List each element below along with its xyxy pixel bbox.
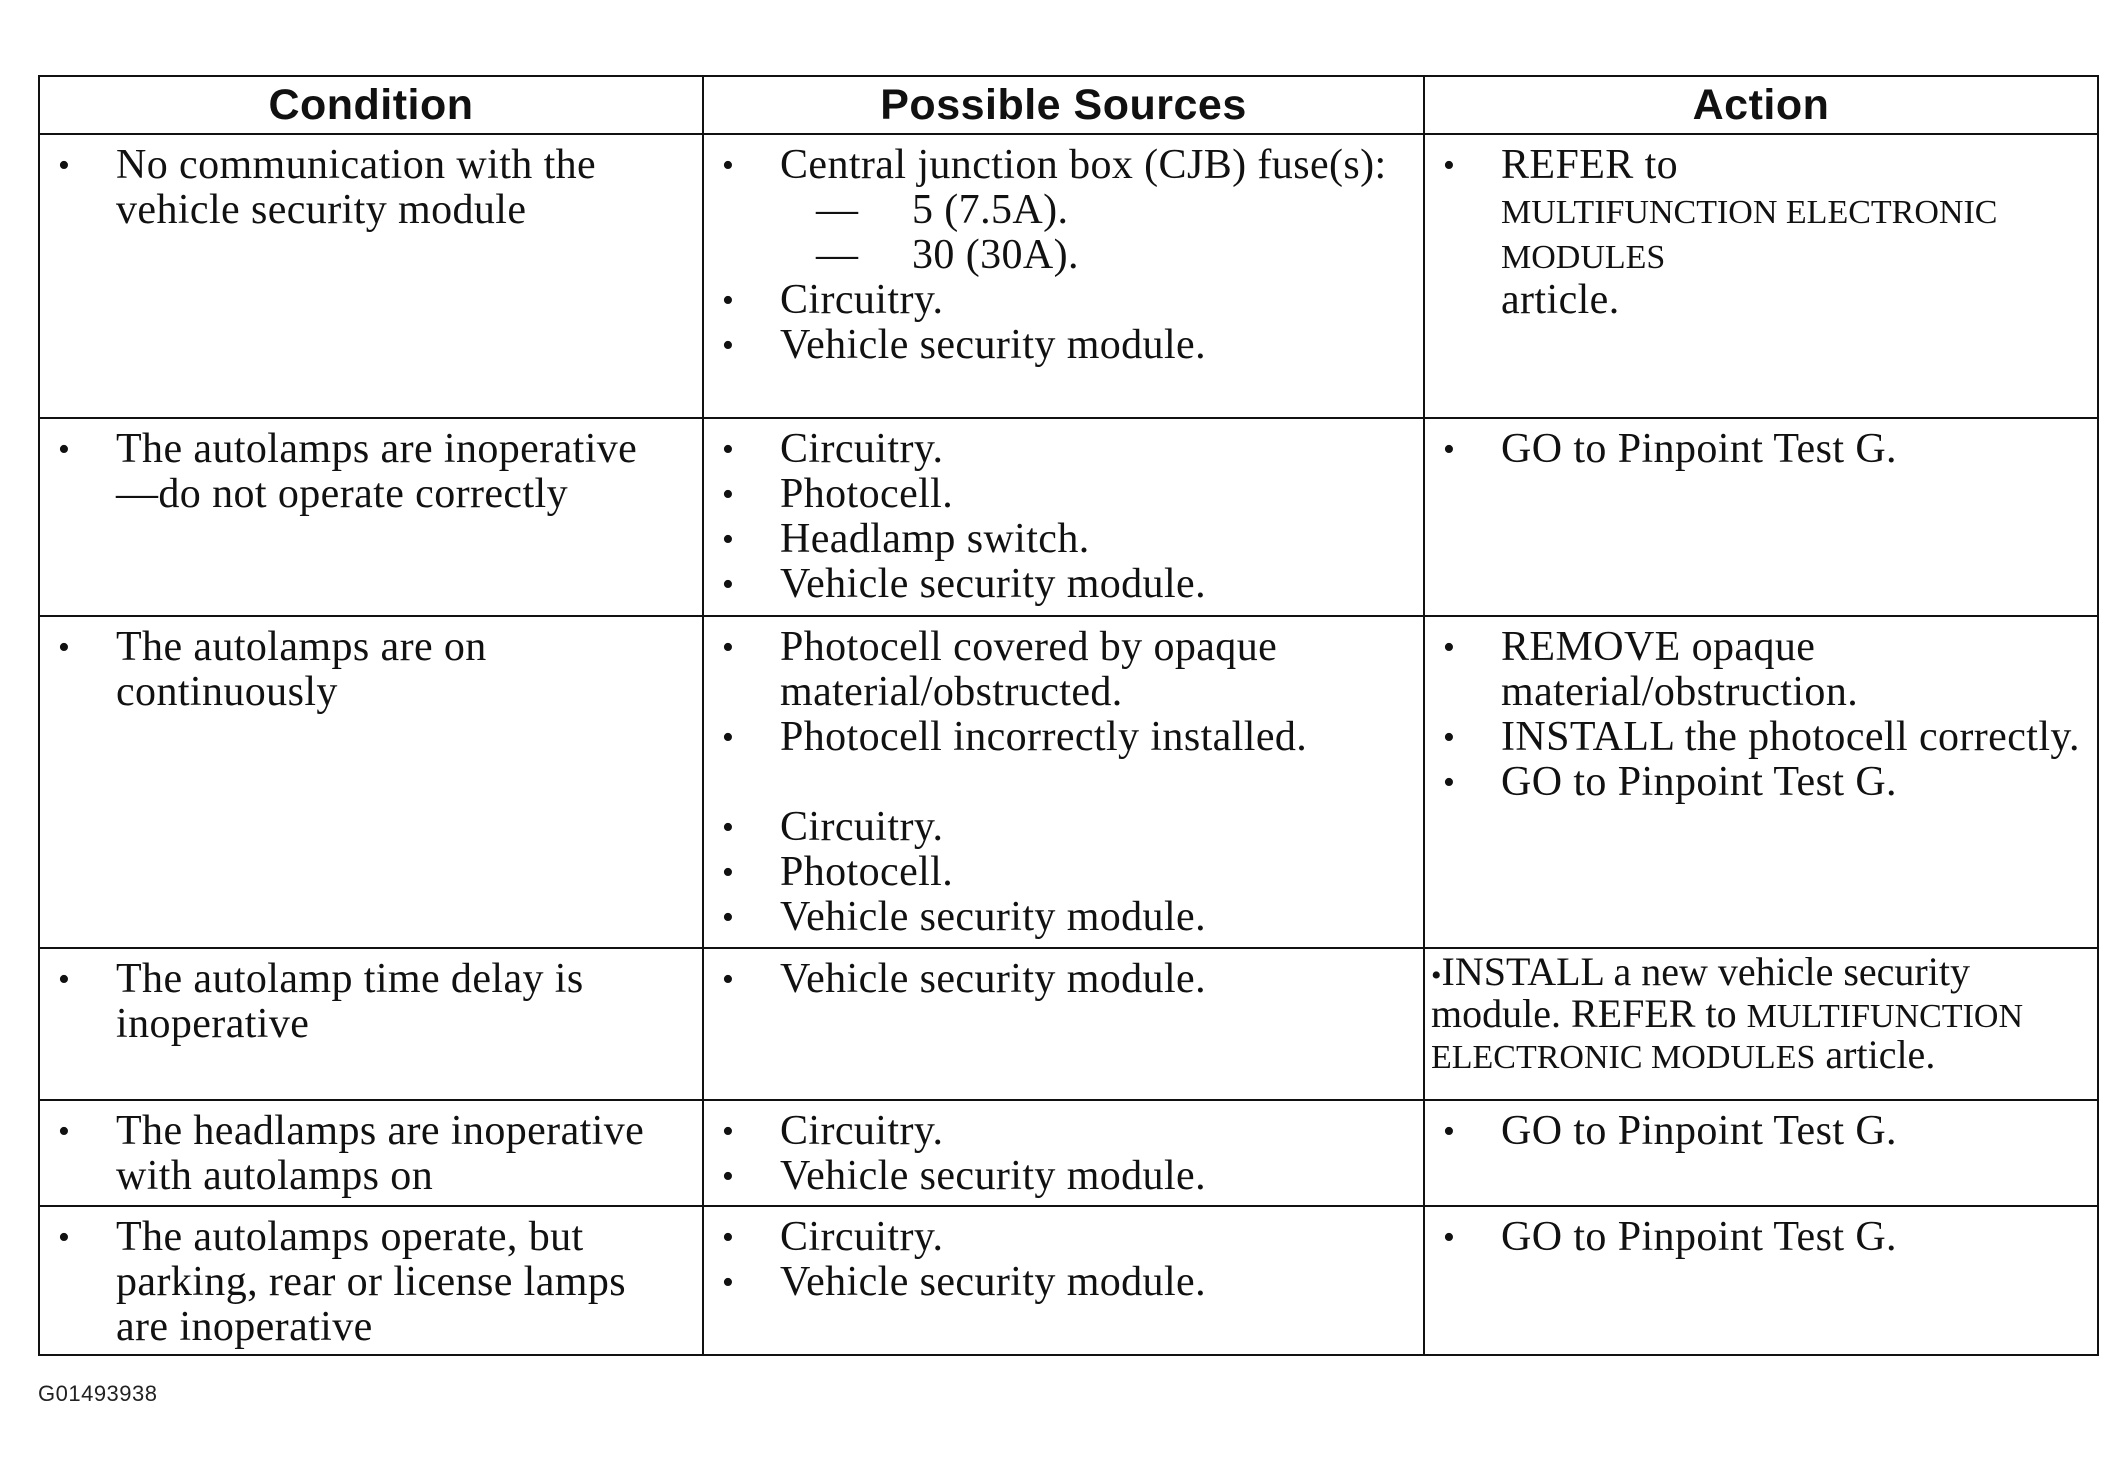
source-text: Photocell incorrectly installed. [780, 714, 1308, 760]
list-item [1439, 427, 2083, 472]
fuse-text: 30 (30A). [912, 232, 1079, 278]
action-text: to [1705, 991, 1737, 1036]
source-text: Photocell. [780, 849, 954, 895]
condition-text: The autolamp time delay is inoperative [116, 956, 584, 1047]
condition-cell [39, 134, 703, 418]
bullet-icon: • [1443, 629, 1456, 666]
condition-text: The headlamps are inoperative with autolamps on [116, 1108, 645, 1199]
sources-cell [703, 948, 1424, 1100]
bullet-icon: • [58, 961, 71, 998]
list-item [718, 517, 1409, 562]
action-cell [1424, 418, 2098, 616]
list-item [718, 805, 1409, 850]
bullet-icon: • [722, 431, 735, 468]
bullet-icon: • [1443, 147, 1456, 184]
list-item [718, 278, 1409, 323]
source-text: Photocell covered by opaque material/obstructed. [780, 624, 1278, 715]
list-item [54, 625, 688, 715]
source-text: Vehicle security module. [780, 1153, 1206, 1199]
bullet-icon: • [722, 899, 735, 936]
action-cell [1424, 1206, 2098, 1355]
action-text: REMOVE opaque material/obstruction. [1501, 624, 1859, 715]
fuse-sub-item [780, 233, 1409, 278]
list-item [1439, 1215, 2083, 1260]
condition-cell [39, 1100, 703, 1206]
sources-cell [703, 134, 1424, 418]
dash-icon: — [816, 187, 859, 233]
source-text: Vehicle security module. [780, 1259, 1206, 1305]
header-possible-sources: Possible Sources [703, 76, 1424, 134]
action-text: GO to Pinpoint Test G. [1501, 759, 1897, 805]
table-row [39, 1100, 2098, 1206]
bullet-icon: • [722, 282, 735, 319]
table-row [39, 948, 2098, 1100]
bullet-icon: • [1443, 764, 1456, 801]
bullet-icon: • [722, 961, 735, 998]
source-text: Vehicle security module. [780, 561, 1206, 607]
list-item [718, 850, 1409, 895]
list-item [718, 625, 1409, 715]
action-cell [1424, 134, 2098, 418]
list-item [718, 143, 1409, 278]
bullet-icon: • [722, 1113, 735, 1150]
condition-cell [39, 616, 703, 948]
condition-cell [39, 948, 703, 1100]
action-text: article. [1501, 277, 1620, 323]
list-item [1439, 715, 2083, 760]
condition-text: No communication with the vehicle security module [116, 142, 597, 233]
figure-id: G01493938 [38, 1381, 158, 1406]
list-item [718, 895, 1409, 940]
bullet-icon: • [1443, 431, 1456, 468]
list-item [1439, 625, 2083, 715]
source-text: Photocell. [780, 471, 954, 517]
bullet-icon: • [58, 1113, 71, 1150]
source-text: Vehicle security module. [780, 894, 1206, 940]
bullet-icon: • [722, 854, 735, 891]
source-text: Central junction box (CJB) fuse(s): [780, 142, 1387, 188]
action-text: to [1644, 142, 1679, 188]
list-item [718, 1154, 1409, 1199]
header-condition: Condition [39, 76, 703, 134]
bullet-icon: • [722, 327, 735, 364]
bullet-icon: • [722, 629, 735, 666]
source-text: Vehicle security module. [780, 322, 1206, 368]
list-item [718, 472, 1409, 517]
list-item [718, 1109, 1409, 1154]
bullet-icon: • [1443, 1113, 1456, 1150]
source-text: Circuitry. [780, 804, 944, 850]
diagnosis-table [38, 75, 2099, 1356]
action-text: INSTALL the photocell correctly. [1501, 714, 2080, 760]
header-action: Action [1424, 76, 2098, 134]
table-row [39, 1206, 2098, 1355]
action-text: GO to Pinpoint Test G. [1501, 1214, 1897, 1260]
condition-text: The autolamps are inoperative —do not operate correctly [116, 426, 638, 517]
action-verb: REFER [1501, 142, 1634, 188]
condition-cell [39, 1206, 703, 1355]
condition-text: The autolamps operate, but parking, rear or license lamps are inoperative [116, 1214, 626, 1350]
bullet-icon: • [1443, 1219, 1456, 1256]
list-item [1439, 1109, 2083, 1154]
table-row [39, 418, 2098, 616]
action-text: INSTALL a new vehicle security module. [1431, 949, 1970, 1036]
action-text: GO to Pinpoint Test G. [1501, 1108, 1897, 1154]
list-item [718, 323, 1409, 368]
bullet-icon: • [722, 1264, 735, 1301]
list-item [54, 427, 688, 517]
sources-cell [703, 418, 1424, 616]
action-cell [1424, 948, 2098, 1100]
list-item [718, 427, 1409, 472]
bullet-icon: • [58, 629, 71, 666]
list-item [54, 1215, 688, 1350]
reference-link[interactable]: MULTIFUNCTION ELECTRONIC MODULES [1501, 194, 1998, 276]
sources-cell [703, 1206, 1424, 1355]
action-text: article. [1825, 1032, 1936, 1077]
list-item [54, 957, 688, 1047]
bullet-icon: • [58, 147, 71, 184]
bullet-icon: • [722, 147, 735, 184]
list-item [718, 1260, 1409, 1305]
bullet-icon: • [722, 566, 735, 603]
source-text: Circuitry. [780, 1108, 944, 1154]
bullet-icon: • [722, 719, 735, 756]
bullet-icon: • [722, 809, 735, 846]
reference-link[interactable]: MULTIFUNCTION ELECTRONIC MODULES [1431, 998, 2024, 1076]
action-cell [1424, 616, 2098, 948]
table-row [39, 616, 2098, 948]
bullet-icon: • [722, 1158, 735, 1195]
list-item [1439, 143, 2083, 323]
list-item [1439, 760, 2083, 805]
bullet-icon: • [1443, 719, 1456, 756]
source-text: Vehicle security module. [780, 956, 1206, 1002]
source-text: Headlamp switch. [780, 516, 1090, 562]
source-text: Circuitry. [780, 1214, 944, 1260]
condition-text: The autolamps are on continuously [116, 624, 487, 715]
bullet-icon: • [722, 521, 735, 558]
table-row [39, 134, 2098, 418]
header-row [39, 76, 2098, 134]
action-verb: REFER [1570, 991, 1696, 1036]
bullet-icon: • [722, 1219, 735, 1256]
fuse-text: 5 (7.5A). [912, 187, 1069, 233]
action-text: GO to Pinpoint Test G. [1501, 426, 1897, 472]
action-cell [1424, 1100, 2098, 1206]
list-item [54, 143, 688, 233]
dash-icon: — [816, 232, 859, 278]
list-item [718, 715, 1409, 760]
list-item [718, 957, 1409, 1002]
source-text: Circuitry. [780, 277, 944, 323]
list-item [718, 562, 1409, 607]
bullet-icon: • [58, 1219, 71, 1256]
sources-cell [703, 1100, 1424, 1206]
list-item [1431, 949, 2091, 1077]
list-item [54, 1109, 688, 1199]
fuse-sub-item [780, 188, 1409, 233]
bullet-icon: • [722, 476, 735, 513]
sources-cell [703, 616, 1424, 948]
bullet-icon: • [58, 431, 71, 468]
condition-cell [39, 418, 703, 616]
source-text: Circuitry. [780, 426, 944, 472]
bullet-icon: • [1431, 959, 1442, 992]
list-item [718, 1215, 1409, 1260]
